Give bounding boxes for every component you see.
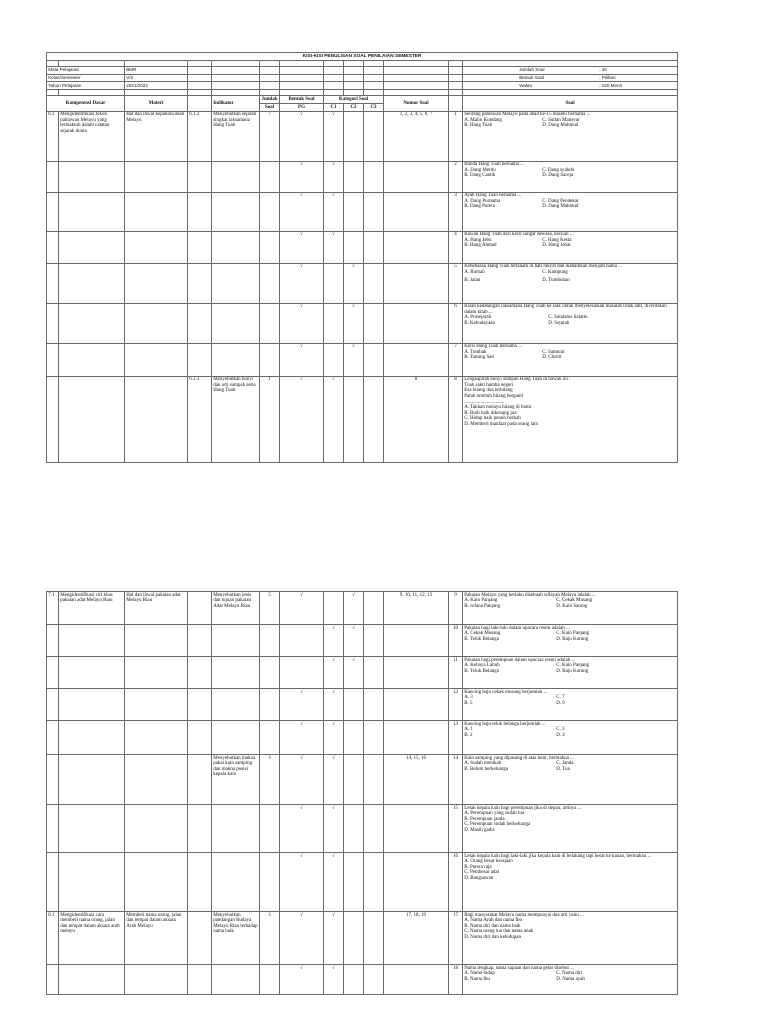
meta-right-waktu bbox=[463, 82, 678, 90]
c1-check: √ bbox=[324, 657, 344, 689]
meta-right-bentuk-soal bbox=[463, 74, 678, 82]
c2-check bbox=[344, 965, 364, 995]
c3-check bbox=[364, 111, 384, 161]
c1-check bbox=[324, 263, 344, 303]
option-b: B. Dang Cantik bbox=[464, 173, 496, 179]
question-number: 1 bbox=[449, 111, 463, 161]
question-cell bbox=[463, 111, 678, 161]
option-b: B. Budi baik dikenang jua bbox=[464, 410, 517, 416]
pg-check: √ bbox=[280, 805, 324, 853]
c3-check bbox=[364, 912, 384, 965]
meta-value-jumlah-soal: : 40 bbox=[599, 67, 607, 73]
pg-check: √ bbox=[280, 192, 324, 231]
c2-check bbox=[344, 805, 364, 853]
c1-check: √ bbox=[324, 805, 344, 853]
option-b: B. 2 bbox=[464, 732, 473, 738]
question-number: 11 bbox=[449, 657, 463, 689]
option-a: A. Hang Jebu bbox=[464, 237, 492, 243]
table-row bbox=[47, 263, 678, 303]
option-d: D. Kain Sarung bbox=[556, 603, 588, 609]
option-d: D. Baju Kurung bbox=[556, 668, 589, 674]
question-number: 12 bbox=[449, 689, 463, 721]
table-row bbox=[47, 343, 678, 376]
option-a: A. Dang Purnama bbox=[464, 198, 501, 204]
indikator-text: Menyebutkan jenis dan tujuan pakaian Adat Melayu Riau bbox=[212, 592, 260, 625]
table-row bbox=[47, 965, 678, 995]
pg-check: √ bbox=[280, 111, 324, 161]
jumlah-soal-value: 1 bbox=[260, 376, 280, 462]
option-d: D. Nama diri dan kehidupan bbox=[464, 934, 521, 940]
question-number: 2 bbox=[449, 161, 463, 192]
sheet-page-2 bbox=[46, 591, 677, 995]
question-text: Bunda Hang Tuah bernama ... bbox=[464, 162, 525, 168]
question-cell bbox=[463, 912, 678, 965]
question-number: 6 bbox=[449, 303, 463, 343]
pg-check: √ bbox=[280, 721, 324, 755]
c3-check bbox=[364, 721, 384, 755]
option-c: C. Hang Kesta bbox=[542, 237, 572, 243]
question-number: 16 bbox=[449, 853, 463, 912]
option-d: D. Hang Jebat bbox=[542, 243, 571, 249]
pg-check: √ bbox=[280, 161, 324, 192]
kd-text: Mengidentifikasi cara memberi nama orang, jalan dan tempat dalam aksara arab melayu bbox=[59, 912, 125, 965]
option-c: C. 3 bbox=[556, 727, 565, 733]
question-cell bbox=[463, 592, 678, 625]
c3-check bbox=[364, 263, 384, 303]
nomor-soal-value: 17, 18, 19 bbox=[384, 912, 449, 965]
table-row bbox=[47, 755, 678, 805]
question-number: 7 bbox=[449, 343, 463, 376]
c2-check: √ bbox=[344, 303, 364, 343]
question-cell bbox=[463, 192, 678, 231]
nomor-soal-value: 9, 10, 11, 12, 13 bbox=[384, 592, 449, 625]
question-number: 13 bbox=[449, 721, 463, 755]
jumlah-soal-value: 3 bbox=[260, 912, 280, 965]
c2-check bbox=[344, 755, 364, 805]
question-number: 15 bbox=[449, 805, 463, 853]
c2-check bbox=[344, 111, 364, 161]
c2-check bbox=[344, 721, 364, 755]
c1-check bbox=[324, 303, 344, 343]
question-cell bbox=[463, 965, 678, 995]
header-materi: Materi bbox=[125, 96, 188, 112]
question-cell bbox=[463, 376, 678, 462]
poem-line: ................................ bbox=[464, 399, 505, 405]
table-row bbox=[47, 853, 678, 912]
option-b: B. Teluk Belanga bbox=[464, 668, 499, 674]
nomor-soal-value: 14, 15, 16 bbox=[384, 755, 449, 805]
option-a: A. Rumah bbox=[464, 269, 485, 275]
kisi-kisi-table-1 bbox=[46, 52, 678, 463]
option-b: B. Nama Ibu bbox=[464, 976, 490, 982]
c3-check bbox=[364, 231, 384, 263]
question-text: Kancing baju cekak musang berjumlah ... bbox=[464, 689, 548, 695]
question-text: Kancing baju teluk belanga berjumlah ... bbox=[464, 721, 546, 727]
c3-check bbox=[364, 755, 384, 805]
materi-text: Hal dan ihwal kepahlawanan Melayu bbox=[125, 111, 188, 161]
question-text: Nama lengkap, nama sapaan dan nama gelar disebut ... bbox=[464, 965, 574, 971]
question-cell bbox=[463, 805, 678, 853]
sheet-page-1 bbox=[46, 52, 677, 463]
table-row bbox=[47, 161, 678, 192]
pg-check: √ bbox=[280, 303, 324, 343]
nomor-soal-value: 8 bbox=[384, 376, 449, 462]
pg-check: √ bbox=[280, 263, 324, 303]
option-c: C. Nama diri bbox=[556, 971, 583, 977]
question-text: Ayah Hang Tuah bernama ... bbox=[464, 193, 522, 199]
table-row bbox=[47, 231, 678, 263]
pg-check: √ bbox=[280, 965, 324, 995]
option-c: C. Nama orang tua dan nama anak bbox=[464, 929, 534, 935]
table-row bbox=[47, 192, 678, 231]
c3-check bbox=[364, 689, 384, 721]
indikator-number: 6.1.2 bbox=[188, 111, 212, 161]
question-number: 9 bbox=[449, 592, 463, 625]
question-text: Letak kepala kain bagi laki-laki jika kepala kain di belakang tapi berat ke kanan, bermakna ... bbox=[464, 853, 652, 859]
c1-check: √ bbox=[324, 231, 344, 263]
c1-check: √ bbox=[324, 161, 344, 192]
question-number: 10 bbox=[449, 625, 463, 657]
option-c: C. Kampung bbox=[542, 269, 568, 275]
meta-value-tahun: 2021/2022 bbox=[125, 82, 188, 90]
option-c: C. Janda bbox=[556, 761, 574, 767]
c3-check bbox=[364, 343, 384, 376]
question-cell bbox=[463, 231, 678, 263]
option-a: A. 1 bbox=[464, 727, 473, 733]
meta-label-mata-pelajaran: Mata Pelajaran bbox=[47, 66, 125, 74]
option-b: B. Dang Putera bbox=[464, 204, 495, 210]
option-c: C. Dang syahdu bbox=[542, 167, 575, 173]
c2-check: √ bbox=[344, 592, 364, 625]
meta-label-waktu: Waktu bbox=[519, 82, 533, 88]
c1-check: √ bbox=[324, 689, 344, 721]
meta-label-bentuk-soal: Bentuk Soal bbox=[519, 75, 544, 81]
header-c2: C2 bbox=[344, 103, 364, 111]
option-c: C. 7 bbox=[556, 695, 565, 701]
option-b: B. Hang Ahmad bbox=[464, 243, 497, 249]
option-c: C. Hidup baik penuh berkah bbox=[464, 416, 521, 422]
question-text: Letak kepala kain bagi perempuan jika di depan, artinya ... bbox=[464, 805, 582, 811]
option-a: A. Cekak Musang bbox=[464, 631, 501, 637]
kd-number: 8.1 bbox=[47, 912, 59, 965]
c3-check bbox=[364, 592, 384, 625]
kd-number: 7.1 bbox=[47, 592, 59, 625]
question-text: Kisah kedatangan laksamana Hang Tuah ke siak untuk menyelesaikan masalah tidak adil, diceritakan dalam kitab ... bbox=[464, 304, 667, 315]
materi-text: Memberi nama orang, jalan dan tempat dalam aksara Arab Melayu bbox=[125, 912, 188, 965]
option-a: A. Nama Ayah dan nama Ibu bbox=[464, 918, 523, 924]
option-a: A. Sudah menikah bbox=[464, 761, 502, 767]
option-a: A. Prasejarah bbox=[464, 315, 492, 321]
jumlah-soal-value: 7 bbox=[260, 111, 280, 161]
option-c: C. Perempuan sudah berkeluarga bbox=[464, 822, 531, 828]
option-d: D. Cluritt bbox=[542, 355, 562, 361]
pg-check: √ bbox=[280, 376, 324, 462]
question-number: 8 bbox=[449, 376, 463, 462]
c3-check bbox=[364, 657, 384, 689]
option-b: B. celana Panjang bbox=[464, 603, 501, 609]
c1-check: √ bbox=[324, 965, 344, 995]
question-text: Pakaian Melayu yang berlaku disebuah wilayah Melayu adalah ... bbox=[464, 592, 596, 598]
pg-check: √ bbox=[280, 592, 324, 625]
option-d: D. Masih gadis bbox=[464, 827, 495, 833]
table-row bbox=[47, 912, 678, 965]
header-jumlah: Jumlah bbox=[261, 96, 278, 102]
option-a: A. Dang Merdu bbox=[464, 167, 496, 173]
option-b: B. Putera raja bbox=[464, 864, 492, 870]
option-a: A. Kebaya Labuh bbox=[464, 663, 500, 669]
kisi-kisi-table-2 bbox=[46, 591, 678, 995]
question-cell bbox=[463, 755, 678, 805]
c1-check: √ bbox=[324, 625, 344, 657]
question-text: Pakaian bagi perempuan dalam upacara resmi adalah ... bbox=[464, 657, 576, 663]
pg-check: √ bbox=[280, 343, 324, 376]
header-indikator: Indikator bbox=[212, 96, 260, 112]
pg-check bbox=[280, 625, 324, 657]
option-d: D. Baju Kurung bbox=[556, 636, 589, 642]
question-text: Kebebasan Hang Tuah tertanam di hati rakyat dan diabadikan menjadi nama ... bbox=[464, 264, 622, 270]
question-cell bbox=[463, 303, 678, 343]
c1-check: √ bbox=[324, 912, 344, 965]
question-cell bbox=[463, 343, 678, 376]
option-b: B. Nama diri dan nama baik bbox=[464, 923, 521, 929]
option-b: B. Belum berkeluarga bbox=[464, 766, 509, 772]
indikator-text: Menyebutkan sejarah singkat laksamana Hang Tuah bbox=[212, 111, 260, 161]
question-cell bbox=[463, 625, 678, 657]
table-row bbox=[47, 625, 678, 657]
c2-check bbox=[344, 192, 364, 231]
option-a: A. Orang besar kerajaan bbox=[464, 859, 513, 865]
header-bentuk-soal: Bentuk Soal bbox=[280, 96, 324, 104]
question-text: Bagi masyarakat Melayu nama mempunyai dua arti yaitu ... bbox=[464, 912, 584, 918]
c2-check: √ bbox=[344, 657, 364, 689]
table-row bbox=[47, 376, 678, 462]
option-d: D. 4 bbox=[556, 732, 565, 738]
nomor-soal-value: 1, 2, 3, 4, 5, 6, 7 bbox=[384, 111, 449, 161]
option-d: D. Tumbuhan bbox=[542, 278, 570, 284]
c1-check: √ bbox=[324, 192, 344, 231]
option-d: D. Dang Saroja bbox=[542, 173, 574, 179]
poem-line: Tuah sakti hamba negeri bbox=[464, 382, 514, 388]
pg-check: √ bbox=[280, 755, 324, 805]
c2-check: √ bbox=[344, 343, 364, 376]
question-cell bbox=[463, 689, 678, 721]
header-soal: Soal bbox=[463, 96, 678, 112]
option-b: B. 5 bbox=[464, 700, 473, 706]
question-text: Lengkapilah bunyi sumpah Hang Tuah di bawah ini : bbox=[464, 377, 571, 383]
c2-check bbox=[344, 853, 364, 912]
question-number: 3 bbox=[449, 192, 463, 231]
indikator-text: Menyebutkan makna pakai kain samping dan makna posisi kepala kain bbox=[212, 755, 260, 805]
c1-check: √ bbox=[324, 853, 344, 912]
question-number: 14 bbox=[449, 755, 463, 805]
meta-value-waktu: : 120 Menit bbox=[599, 82, 622, 88]
jumlah-soal-value: 3 bbox=[260, 755, 280, 805]
c1-check: √ bbox=[324, 376, 344, 462]
question-text: Kain samping yang dipasang di atas lutut, bermakna ... bbox=[464, 755, 574, 761]
pg-check: √ bbox=[280, 231, 324, 263]
c2-check: √ bbox=[344, 625, 364, 657]
option-a: A. Perempuan yang sudah tua bbox=[464, 811, 525, 817]
question-number: 4 bbox=[449, 231, 463, 263]
kd-number: 6.1 bbox=[47, 111, 59, 161]
c1-check bbox=[324, 343, 344, 376]
option-d: D. Bangsawan bbox=[464, 875, 494, 881]
option-a: A. Kain Panjang bbox=[464, 598, 498, 604]
option-b: B. Kebudayaan bbox=[464, 321, 496, 327]
option-b: B. Jalan bbox=[464, 278, 481, 284]
pg-check bbox=[280, 657, 324, 689]
table-row bbox=[47, 657, 678, 689]
question-text: Pakaian bagi laki-laki dalam upacara resmi adalah ... bbox=[464, 625, 570, 631]
meta-label-jumlah-soal: Jumlah Soal bbox=[519, 67, 545, 73]
c3-check bbox=[364, 192, 384, 231]
option-b: B. Hang Tuah bbox=[464, 123, 493, 129]
c2-check: √ bbox=[344, 263, 364, 303]
document-title: KISI-KISI PENULISAN SOAL PENILAIAN SEMESTER bbox=[47, 53, 678, 61]
meta-value-bentuk-soal: : Pilihan bbox=[599, 75, 616, 81]
option-c: C. Samurai bbox=[542, 349, 565, 355]
option-c: C. Cekak Musang bbox=[556, 598, 593, 604]
header-c1: C1 bbox=[324, 103, 344, 111]
poem-line: Patah tumbuh hilang berganti bbox=[464, 394, 524, 400]
option-a: A. 3 bbox=[464, 695, 473, 701]
question-text: Kawan Hang Tuah dari kecil sangat dewasa, kecuali ... bbox=[464, 232, 574, 238]
option-c: C. Kain Panjang bbox=[556, 631, 590, 637]
c3-check bbox=[364, 625, 384, 657]
meta-value-mata-pelajaran: BMR bbox=[125, 66, 188, 74]
option-a: A. Malin Kundang bbox=[464, 117, 502, 123]
c2-check bbox=[344, 912, 364, 965]
question-number: 17 bbox=[449, 912, 463, 965]
c3-check bbox=[364, 805, 384, 853]
option-d: D. Dang Mahmud bbox=[542, 204, 579, 210]
meta-value-kelas: V/2 bbox=[125, 74, 188, 82]
option-c: C. Sultan Mansyur bbox=[542, 117, 580, 123]
option-b: B. Teluk Belanga bbox=[464, 636, 499, 642]
meta-right-jumlah-soal bbox=[463, 66, 678, 74]
question-number: 5 bbox=[449, 263, 463, 303]
indikator-text: Menyebutkan pandangan Budaya Melayu Riau terhadap nama baik bbox=[212, 912, 260, 965]
meta-label-kelas: Kelas/Semester bbox=[47, 74, 125, 82]
table-row bbox=[47, 303, 678, 343]
header-nomor-soal: Nomor Soal bbox=[384, 96, 449, 112]
table-row bbox=[47, 689, 678, 721]
option-c: C. Sulalatus Salatin bbox=[548, 315, 588, 321]
c2-check bbox=[344, 231, 364, 263]
option-d: D. Memberi manfaat pada orang lain bbox=[464, 422, 539, 428]
pg-check: √ bbox=[280, 912, 324, 965]
option-b: B. Perempuan janda bbox=[464, 816, 505, 822]
option-c: C. Kain Panjang bbox=[556, 663, 590, 669]
c3-check bbox=[364, 161, 384, 192]
pg-check: √ bbox=[280, 853, 324, 912]
c3-check bbox=[364, 303, 384, 343]
option-a: A. Nama hidup bbox=[464, 971, 495, 977]
poem-line: Esa hilang dua terbilang bbox=[464, 388, 513, 394]
header-jumlah-soal: Soal bbox=[260, 103, 280, 111]
table-row bbox=[47, 721, 678, 755]
question-number: 18 bbox=[449, 965, 463, 995]
option-b: B. Taming Sari bbox=[464, 355, 495, 361]
indikator-number: 6.1.3 bbox=[188, 376, 212, 462]
option-d: D. Tua bbox=[556, 766, 570, 772]
meta-label-tahun: Tahun Pelajaran bbox=[47, 82, 125, 90]
option-d: D. Dang Mahmud bbox=[542, 123, 579, 129]
kd-text: Mengidentifikasi tokoh pahlawan Melayu yang termaktub dalam catatan sejarah dunia bbox=[59, 111, 125, 161]
option-c: C. Dang Pendekar bbox=[542, 198, 579, 204]
question-text: Keris Hang Tuah bernama ... bbox=[464, 344, 522, 350]
c1-check: √ bbox=[324, 111, 344, 161]
kd-text: Mengidentifikasi ciri khas pakaian adat Melayu Riau bbox=[59, 592, 125, 625]
c1-check bbox=[324, 592, 344, 625]
table-row bbox=[47, 592, 678, 625]
option-d: D. 6 bbox=[556, 700, 565, 706]
question-cell bbox=[463, 161, 678, 192]
header-c3: C3 bbox=[364, 103, 384, 111]
c3-check bbox=[364, 853, 384, 912]
pg-check: √ bbox=[280, 689, 324, 721]
c1-check: √ bbox=[324, 755, 344, 805]
table-row bbox=[47, 111, 678, 161]
option-a: A. Takkan melayu hilang di bumi bbox=[464, 405, 532, 411]
c3-check bbox=[364, 965, 384, 995]
indikator-text: Menyebutkan bunyi dan arti sumpah setia Hang Tuah bbox=[212, 376, 260, 462]
option-d: D. Sejarah bbox=[548, 321, 570, 327]
option-d: D. Nama ayah bbox=[556, 976, 585, 982]
jumlah-soal-value: 5 bbox=[260, 592, 280, 625]
option-c: C. Pembesar adat bbox=[464, 870, 500, 876]
c2-check bbox=[344, 161, 364, 192]
header-pg: PG bbox=[280, 103, 324, 111]
question-cell bbox=[463, 853, 678, 912]
question-cell bbox=[463, 721, 678, 755]
materi-text: Hal dan ihwal pakaian adat Melayu Riau bbox=[125, 592, 188, 625]
c1-check: √ bbox=[324, 721, 344, 755]
header-kategori-soal: Kategori Soal bbox=[324, 96, 384, 104]
question-cell bbox=[463, 657, 678, 689]
question-text: Seorang pahlawan Melayu pada abad ke-15 masehi bernama ... bbox=[464, 112, 591, 118]
c2-check bbox=[344, 689, 364, 721]
table-row bbox=[47, 805, 678, 853]
option-a: A. Tombak bbox=[464, 349, 487, 355]
header-kompetensi-dasar: Kompetensi Dasar bbox=[47, 96, 125, 112]
question-cell bbox=[463, 263, 678, 303]
